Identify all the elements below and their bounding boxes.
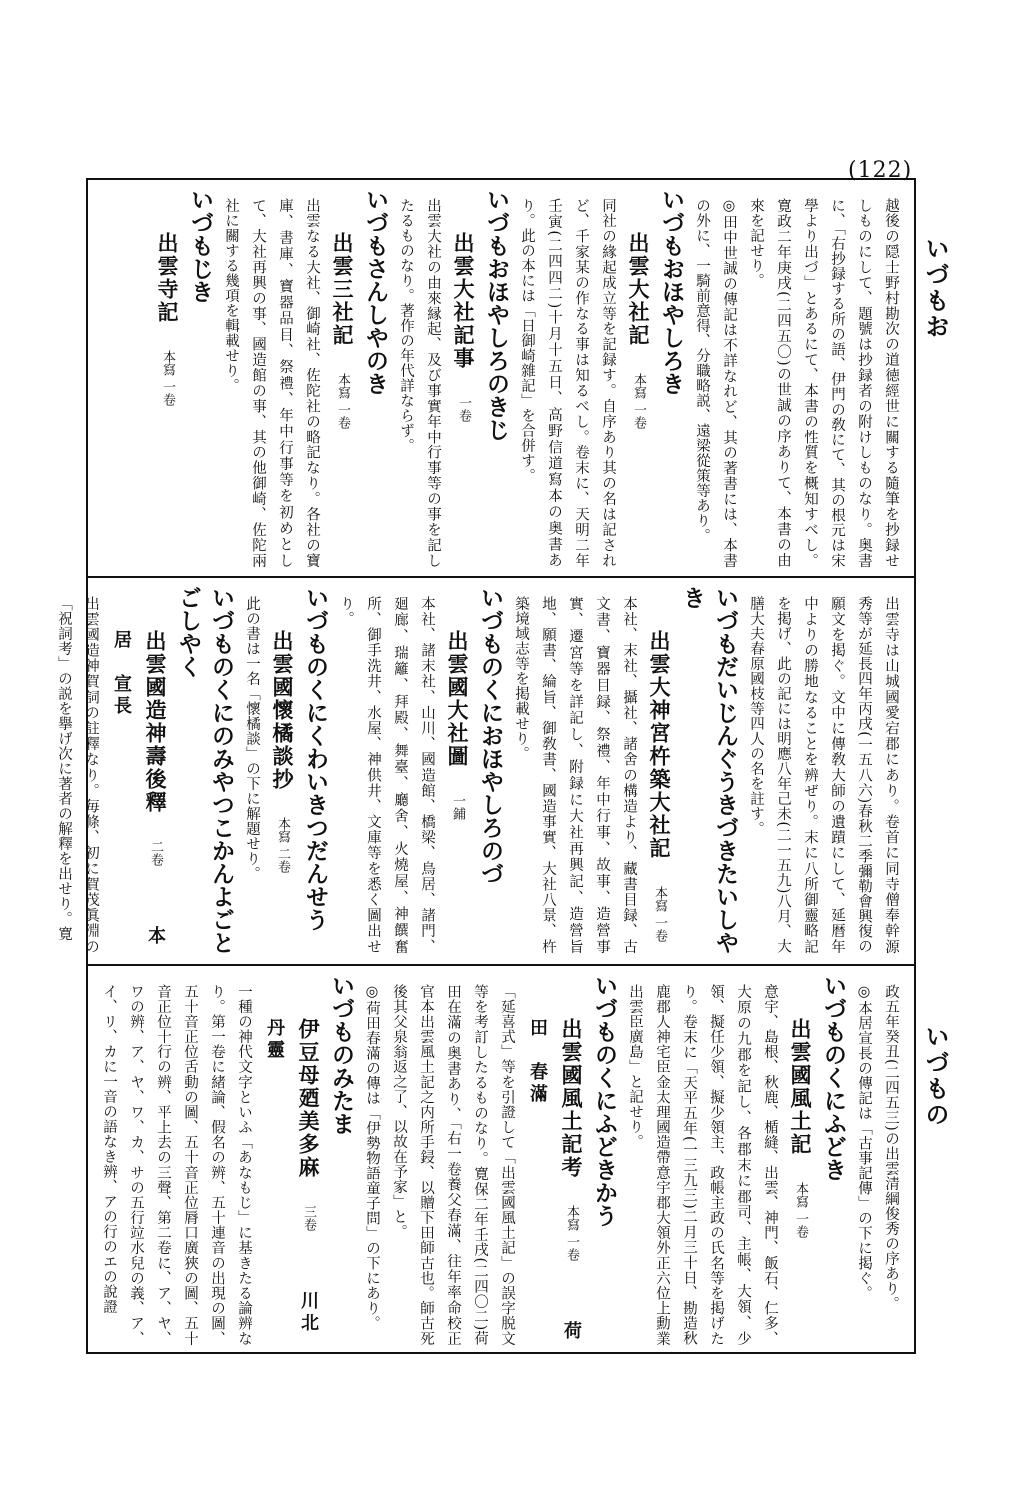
- entry-description: 同社の緣起成立等を記録す。自序あり其の名は記されど、千家某の作なる事は知るべし。卷末に、天明二年壬寅(二四四二)十月十五日、高野信道寫本の奥書あり。此の本には「日御崎雜記」を合併す。: [519, 198, 616, 568]
- entry-description: 出雲なる大社、御崎社、佐陀社の略記なり。各社の寶庫、書庫、寶器品目、祭禮、年中行事等を初めとして、大社再興の事、國造館の事、其の他御崎、佐陀兩社に關する幾項を輯載せり。: [223, 198, 320, 568]
- entry-description: 出雲國造神賀詞の註釋なり。毎條、初に賀茂眞淵の「祝詞考」の説を擧げ次に著者の解釋を出せり。寛: [56, 596, 99, 954]
- entry-reading-heading: いづものみたま: [328, 974, 355, 1135]
- entry-volume-note: 一卷: [456, 396, 471, 422]
- entry-description: ◎荷田春滿の傳は「伊勢物語童子問」の下にあり。: [364, 984, 380, 1331]
- entry-reading-heading: いづもだいじんぐうきづきたいしやき: [679, 586, 739, 954]
- entry-reading-heading: いづものくにのみやつこかんよごとごしやく: [175, 586, 235, 954]
- entry-reading-heading: いづもおほやしろのきじ: [483, 188, 510, 441]
- page-frame: [56, 178, 916, 1357]
- entry-volume-note: 二卷: [148, 840, 163, 866]
- entry-title-name: 伊豆母廼美多麻: [296, 1018, 321, 1179]
- entry-title-name: 出雲大社記事: [451, 232, 476, 370]
- entry-title: [257, 974, 325, 1357]
- text-columns: [98, 974, 904, 1357]
- entry-title: [642, 586, 676, 954]
- entry-title-name: 出雲大社記: [626, 232, 651, 347]
- text-columns: [98, 188, 904, 568]
- entry-volume-note: 本寫 一卷: [335, 373, 350, 430]
- entry-title: [621, 188, 655, 568]
- entry-description: 越後の隠士野村勘次の道徳經世に關する隨筆を抄録せしものにして、題號は抄録者の附けしものなり。奥書に、「右抄録する所の語、伊門の敎にて、其の根元は宋學より出づ」とあるにて、本書の性質を概知すべし。寛政二年庚戌(二四五〇)の世誠の序ありて、本書の由來を記せり。: [748, 198, 899, 568]
- gutter-heading-top: いづもお: [921, 236, 950, 340]
- entry-volume-note: 本寫 一卷: [793, 1182, 808, 1239]
- gutter-heading-bottom: いづもの: [921, 1024, 950, 1128]
- entry-volume-note: 一鋪: [450, 794, 465, 820]
- entry-title: [325, 188, 359, 568]
- entry-description: 出雲寺は山城國愛宕郡にあり。卷首に同寺僧奉幹源秀等が延長四年丙戌(一五八六)春秋二季彌勒會興復の願文を掲ぐ。文中に傳敎大師の遺蹟にして、延暦年中よりの勝地なることを辨ぜり。末に八所御靈略記を掲げ、此の記には明應八年己未(二一五九)八月、大膳大夫春原國枝等四人の名を註す。: [748, 596, 899, 954]
- entry-author: 本居 宣長: [111, 630, 166, 948]
- section-top: [88, 180, 914, 576]
- entry-volume-note: 本寫 一卷: [160, 350, 175, 407]
- entry-title-name: 出雲三社記: [330, 232, 355, 347]
- entry-description: 政五年癸丑(二四五三)の出雲清綱俊秀の序あり。: [883, 984, 899, 1312]
- entry-title-name: 出雲國造神壽後釋: [143, 630, 168, 814]
- entry-description: 「延喜式」等を引證して「出雲國風土記」の誤字脱文等を考訂したるものなり。寛保二年壬戌(二四〇二)荷田在滿の奥書あり、「右一卷養父春滿、往年率命校正官本出雲風土記之内所手鋟、以贈下田師古也。師古死後其父泉翁返之了、以故在予家」と。: [391, 984, 515, 1346]
- entry-volume-note: 本寫 一卷: [652, 886, 667, 943]
- entry-reading-heading: いづものくにふどきかう: [591, 974, 618, 1227]
- entry-volume-note: 本寫 一卷: [564, 1205, 579, 1262]
- entry-description: 此の書は一名「懷橘談」の下に解題せり。: [244, 596, 260, 881]
- section-middle: [56, 578, 914, 962]
- entry-title-name: 出雲國大社圖: [445, 630, 470, 768]
- entry-reading-heading: いづもじき: [187, 188, 214, 303]
- entry-title-name: 出雲國風土記: [788, 1018, 813, 1156]
- entry-title-name: 出雲大神宮杵築大社記: [647, 630, 672, 860]
- entry-author: 荷田 春滿: [527, 1018, 582, 1344]
- entry-volume-note: 三卷: [301, 1205, 316, 1231]
- entry-author: 川北 丹靈: [264, 1018, 319, 1357]
- entry-description: 本社、末社、攝社、諸舍の構造より、藏書目録、古文書、寶器目録、祭禮、年中行事、故事、造營事實、遷宮等を詳記し、附録に大社再興記、造營旨地、願書、綸旨、御敎書、國造事實、大社八景、杵築境域志等を掲載せり。: [513, 596, 637, 954]
- entry-title: [783, 974, 817, 1346]
- entry-title: [446, 188, 480, 568]
- entry-volume-note: 本寫 二卷: [275, 817, 290, 874]
- page-number: (122): [848, 158, 913, 183]
- entry-reading-heading: いづものくにくわいきつだんせう: [302, 586, 329, 931]
- entry-reading-heading: いづもおほやしろき: [658, 188, 685, 395]
- text-columns: [56, 586, 904, 954]
- entry-reading-heading: いづもさんしやのき: [362, 188, 389, 395]
- entry-description: 一種の神代文字といふ「あなもじ」に基きたる論辨なり。第一卷に緒論、假名の辨、五十連音の出現の圖、五十音正位舌動の圖、五十音正位脣口廣狹の圖、五十音正位十行の辨、平上去の三聲、第二卷に、ア、ヤ、ワの辨、ア、ヤ、ワ、カ、サの五行竝水兒の義、ア、イ、リ、カに一音の語なき辨、アの行のエの說證: [101, 984, 252, 1346]
- entry-title: [104, 586, 172, 954]
- entry-description: ◎本居宣長の傳記は「古事記傳」の下に掲ぐ。: [856, 984, 872, 1301]
- entry-description: 出雲大社の由來縁起、及び事實年中行事等の事を記したるものなり。著作の年代詳ならず。: [398, 198, 441, 568]
- entry-title: [520, 974, 588, 1346]
- entry-description: 本社、諸末社、山川、國造館、橋梁、鳥居、諸門、廻廊、瑞籬、拜殿、舞臺、廳舍、火燒屋、神饌奮所、御手洗井、水屋、神供井、文庫等を悉く圖出せり。: [338, 596, 435, 954]
- entry-title-name: 出雲國風土記考: [559, 1018, 584, 1179]
- entry-volume-note: 本寫 一卷: [631, 373, 646, 430]
- entry-title-name: 出雲國懷橘談抄: [270, 630, 295, 791]
- entry-description: ◎田中世誠の傳記は不詳なれど、其の著書には、本書の外に、一騎前意得、分職略説、遠梁從策等あり。: [694, 198, 737, 569]
- entry-title: [265, 586, 299, 954]
- entry-title: [150, 188, 184, 568]
- entry-title: [440, 586, 474, 954]
- entry-title-name: 出雲寺記: [155, 232, 180, 324]
- entry-reading-heading: いづものくにふどき: [820, 974, 847, 1181]
- entry-reading-heading: いづものくにおほやしろのづ: [477, 586, 504, 885]
- entry-description: 意宇、島根、秋鹿、楯縫、出雲、神門、飯石、仁多、大原の九郡を記し、各郡末に郡司、主帳、大領、少領、擬任少領、擬少領主、政帳主政の氏名等を掲げたり。卷末に「天平五年(一三九三)二月三十日、勘造秋鹿郡人神宅臣金太理國造帶意宇郡大領外正六位上勳業出雲臣廣島」と記せり。: [627, 984, 778, 1346]
- section-bottom: [88, 966, 914, 1357]
